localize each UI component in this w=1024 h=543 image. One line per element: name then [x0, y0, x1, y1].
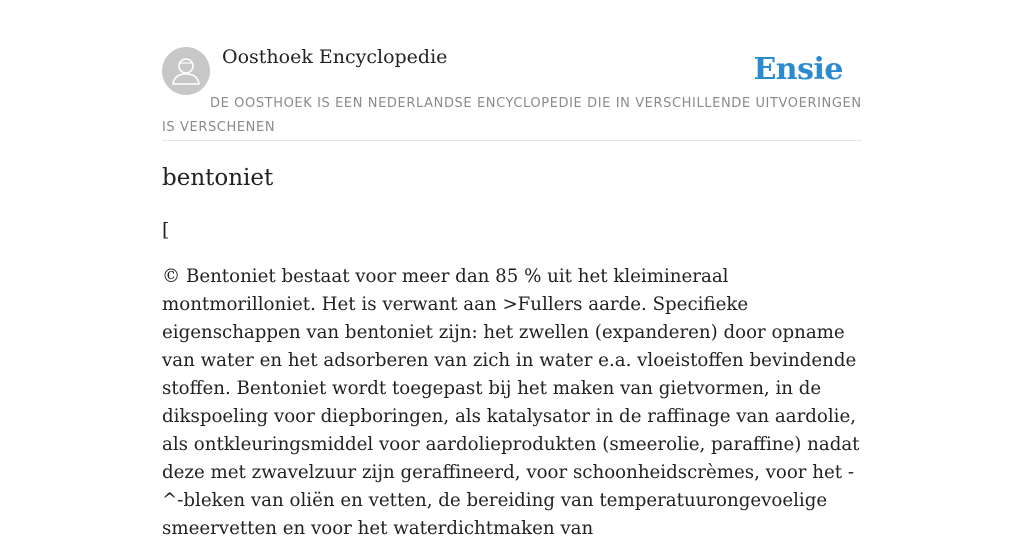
avatar-person-icon	[162, 47, 210, 95]
brand-logo-link[interactable]: Ensie	[753, 52, 843, 87]
article-body: © Bentoniet bestaat voor meer dan 85 % uit het kleimineraal montmorilloniet. Het is verwant aan >Fullers aarde. Specifieke eigenschappen van bentoniet zijn: het zwellen (expanderen) door opname van water en het adsorberen van zich in water e.a. vloeistoffen bevindende stoffen. Bentoniet wordt toegepast bij het maken van gietvormen, in de dikspoeling voor diepboringen, als katalysator in de raffinage van aardolie, als ontkleuringsmiddel voor aardolieprodukten (smeerolie, paraffine) nadat deze met zwavelzuur zijn geraffineerd, voor schoonheidscrèmes, voor het -^-bleken van oliën en vetten, de bereiding van temperatuurongevoelige smeervetten en voor het waterdichtmaken van	[162, 266, 860, 539]
site-tagline: DE OOSTHOEK IS EEN NEDERLANDSE ENCYCLOPEDIE DIE IN VERSCHILLENDE UITVOERINGEN IS VERSCHENEN	[162, 96, 862, 135]
user-avatar-icon[interactable]	[162, 47, 210, 95]
article-bracket: [	[162, 219, 170, 241]
article-title: bentoniet	[162, 165, 274, 191]
site-title-link[interactable]: Oosthoek Encyclopedie	[222, 46, 448, 68]
site-header	[162, 44, 862, 141]
